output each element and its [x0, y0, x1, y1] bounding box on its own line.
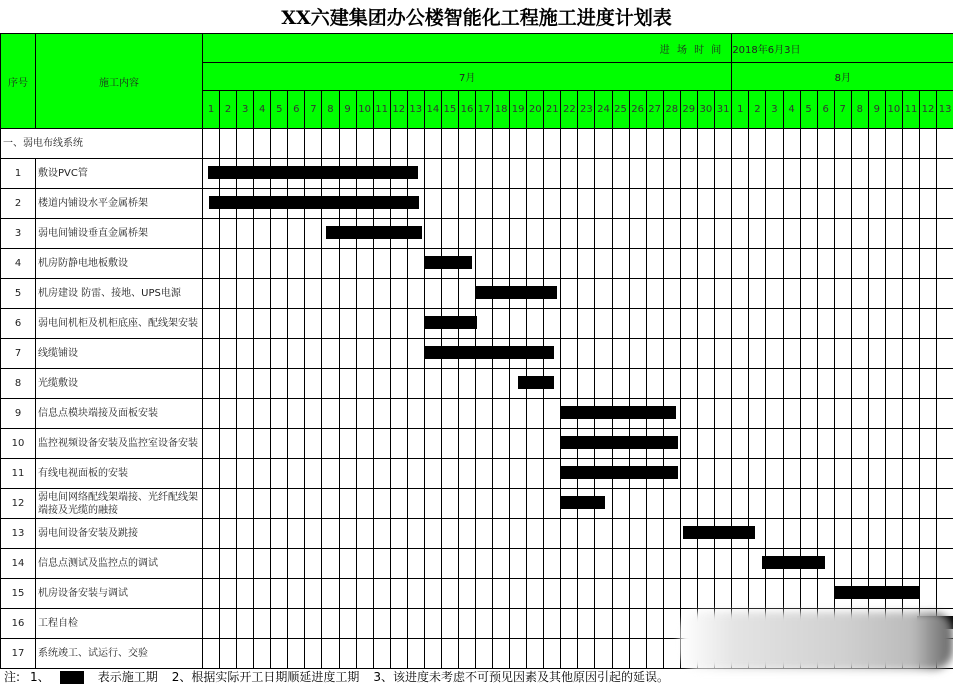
- task-number: 11: [1, 459, 36, 489]
- day-header: 11: [373, 91, 390, 129]
- note-item2: 2、根据实际开工日期顺延进度工期: [171, 670, 360, 684]
- task-name: 楼道内铺设水平金属桥架: [36, 189, 203, 219]
- gantt-bar: [208, 166, 418, 179]
- day-header: 23: [578, 91, 595, 129]
- day-header: 26: [629, 91, 646, 129]
- table-row: [1, 459, 953, 489]
- task-name: 监控视频设备安装及监控室设备安装: [36, 429, 203, 459]
- task-number: 17: [1, 639, 36, 669]
- task-name: 弱电间机柜及机柜底座、配线架安装: [36, 309, 203, 339]
- day-header: 12: [390, 91, 407, 129]
- day-header: 27: [646, 91, 663, 129]
- day-header: 9: [339, 91, 356, 129]
- task-name: 光缆敷设: [36, 369, 203, 399]
- sheet-title: XX六建集团办公楼智能化工程施工进度计划表: [281, 7, 672, 29]
- task-number: 10: [1, 429, 36, 459]
- day-header: 10: [356, 91, 373, 129]
- day-header: 9: [868, 91, 885, 129]
- day-header: 4: [783, 91, 800, 129]
- blurred-region: [680, 612, 953, 670]
- header-content: 施工内容: [36, 34, 203, 129]
- task-name: 线缆铺设: [36, 339, 203, 369]
- day-header: 7: [834, 91, 851, 129]
- day-header: 13: [937, 91, 953, 129]
- month-header: 8月: [732, 63, 953, 91]
- day-header: 8: [851, 91, 868, 129]
- table-row: [1, 579, 953, 609]
- day-header: 21: [544, 91, 561, 129]
- day-header: 3: [237, 91, 254, 129]
- day-header: 6: [817, 91, 834, 129]
- table-row: [1, 249, 953, 279]
- note-item1: 表示施工期: [97, 670, 158, 684]
- gantt-bar: [560, 406, 676, 419]
- legend-swatch: [60, 671, 84, 684]
- gantt-bar: [209, 196, 419, 209]
- footnote: [4, 668, 683, 687]
- task-name: 信息点模块端接及面板安装: [36, 399, 203, 429]
- gantt-bar: [762, 556, 825, 569]
- gantt-bar: [834, 586, 919, 599]
- note-item1-num: 1、: [30, 670, 50, 684]
- task-name: 弱电间铺设垂直金属桥架: [36, 219, 203, 249]
- day-header: 1: [203, 91, 220, 129]
- table-row: [1, 369, 953, 399]
- task-number: 16: [1, 609, 36, 639]
- day-header: 8: [322, 91, 339, 129]
- task-number: 6: [1, 309, 36, 339]
- day-header: 5: [800, 91, 817, 129]
- table-row: [1, 429, 953, 459]
- task-number: 13: [1, 519, 36, 549]
- task-number: 1: [1, 159, 36, 189]
- gantt-bar: [424, 256, 472, 269]
- task-name: 机房设备安装与调试: [36, 579, 203, 609]
- table-row: [1, 159, 953, 189]
- gantt-bar: [683, 526, 755, 539]
- day-header: 20: [527, 91, 544, 129]
- section-title: 一、弱电布线系统: [1, 129, 203, 159]
- gantt-bar: [424, 346, 554, 359]
- day-header: 4: [254, 91, 271, 129]
- table-row: [1, 219, 953, 249]
- task-name: 敷设PVC管: [36, 159, 203, 189]
- day-header: 14: [424, 91, 441, 129]
- task-name: 机房建设 防雷、接地、UPS电源: [36, 279, 203, 309]
- gantt-bar: [560, 496, 604, 509]
- task-name: 信息点测试及监控点的调试: [36, 549, 203, 579]
- note-prefix: 注:: [4, 670, 21, 684]
- day-header: 7: [305, 91, 322, 129]
- gantt-bar: [475, 286, 557, 299]
- day-header: 2: [220, 91, 237, 129]
- table-row: [1, 189, 953, 219]
- header-entry-time: 进 场 时 间: [203, 34, 732, 63]
- day-header: 15: [441, 91, 458, 129]
- task-number: 12: [1, 489, 36, 519]
- table-row: [1, 489, 953, 519]
- task-name: 有线电视面板的安装: [36, 459, 203, 489]
- day-header: 6: [288, 91, 305, 129]
- day-header: 5: [271, 91, 288, 129]
- day-header: 29: [680, 91, 697, 129]
- header-seq: 序号: [1, 34, 36, 129]
- gantt-bar: [326, 226, 422, 239]
- day-header: 2: [749, 91, 766, 129]
- day-header: 31: [714, 91, 731, 129]
- task-number: 7: [1, 339, 36, 369]
- note-item3: 3、该进度未考虑不可预见因素及其他原因引起的延误。: [373, 670, 669, 684]
- day-header: 30: [697, 91, 714, 129]
- day-header: 24: [595, 91, 612, 129]
- day-header: 12: [920, 91, 937, 129]
- gantt-bar: [560, 466, 678, 479]
- day-header: 13: [407, 91, 424, 129]
- day-header: 18: [493, 91, 510, 129]
- task-number: 8: [1, 369, 36, 399]
- task-name: 弱电间网络配线架端接、光纤配线架端接及光缆的融接: [36, 489, 203, 519]
- task-number: 4: [1, 249, 36, 279]
- month-header: 7月: [203, 63, 732, 91]
- task-name: 工程自检: [36, 609, 203, 639]
- day-header: 22: [561, 91, 578, 129]
- task-number: 15: [1, 579, 36, 609]
- day-header: 17: [476, 91, 493, 129]
- task-number: 14: [1, 549, 36, 579]
- day-header: 25: [612, 91, 629, 129]
- task-number: 3: [1, 219, 36, 249]
- task-number: 2: [1, 189, 36, 219]
- day-header: 1: [732, 91, 749, 129]
- day-header: 16: [458, 91, 475, 129]
- header-date: 2018年6月3日: [732, 34, 953, 63]
- day-header: 10: [885, 91, 902, 129]
- day-header: 11: [902, 91, 919, 129]
- table-row: [1, 519, 953, 549]
- task-number: 5: [1, 279, 36, 309]
- task-name: 系统竣工、试运行、交验: [36, 639, 203, 669]
- task-name: 机房防静电地板敷设: [36, 249, 203, 279]
- gantt-bar: [560, 436, 678, 449]
- gantt-bar: [518, 376, 554, 389]
- task-name: 弱电间设备安装及跳接: [36, 519, 203, 549]
- day-header: 19: [510, 91, 527, 129]
- gantt-bar: [424, 316, 477, 329]
- day-header: 28: [663, 91, 680, 129]
- task-number: 9: [1, 399, 36, 429]
- day-header: 3: [766, 91, 783, 129]
- table-row: [1, 399, 953, 429]
